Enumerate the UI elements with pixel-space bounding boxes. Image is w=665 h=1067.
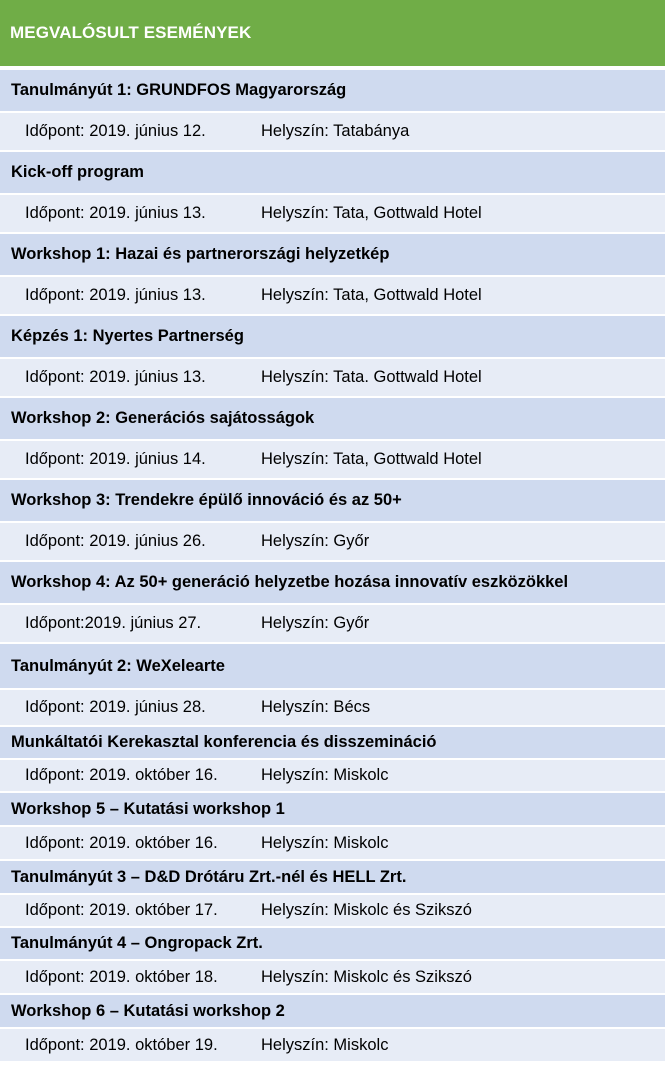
event-title: Tanulmányút 2: WeXelearte <box>11 656 225 675</box>
event-place: Helyszín: Miskolc <box>261 833 389 852</box>
event-title-row <box>0 644 665 688</box>
event-place: Helyszín: Miskolc és Szikszó <box>261 967 472 986</box>
event-detail-row <box>0 760 665 791</box>
event-date: Időpont:2019. június 27. <box>25 614 202 632</box>
event-place: Helyszín: Miskolc <box>261 766 389 784</box>
event-date: Időpont: 2019. október 19. <box>25 1035 218 1054</box>
event-place: Helyszín: Győr <box>261 532 370 550</box>
event-title-row <box>0 70 665 111</box>
event-title: Workshop 1: Hazai és partnerországi helyzetkép <box>11 245 390 263</box>
event-title-row <box>0 727 665 758</box>
event-title-row <box>0 861 665 893</box>
event-detail-row <box>0 827 665 859</box>
event-date: Időpont: 2019. június 14. <box>25 450 206 468</box>
event-title-row <box>0 398 665 439</box>
event-detail-row <box>0 961 665 993</box>
event-date: Időpont: 2019. október 16. <box>25 833 218 852</box>
event-title: Tanulmányút 3 – D&D Drótáru Zrt.-nél és HELL Zrt. <box>11 867 407 886</box>
event-detail-row <box>0 605 665 642</box>
event-detail-row <box>0 277 665 314</box>
event-title-row <box>0 793 665 825</box>
event-title: Workshop 3: Trendekre épülő innováció és az 50+ <box>11 491 402 509</box>
event-title: Képzés 1: Nyertes Partnerség <box>11 327 244 345</box>
event-detail-row <box>0 690 665 725</box>
section-title: MEGVALÓSULT ESEMÉNYEK <box>10 23 252 42</box>
event-place: Helyszín: Tata, Gottwald Hotel <box>261 286 482 304</box>
event-date: Időpont: 2019. június 12. <box>25 122 206 140</box>
event-date: Időpont: 2019. október 18. <box>25 967 218 986</box>
event-title: Workshop 4: Az 50+ generáció helyzetbe hozása innovatív eszközökkel <box>11 573 569 591</box>
event-title: Tanulmányút 1: GRUNDFOS Magyarország <box>11 81 347 99</box>
event-title-row <box>0 152 665 193</box>
event-detail-row <box>0 523 665 560</box>
event-place: Helyszín: Tatabánya <box>261 122 410 140</box>
event-detail-row <box>0 195 665 232</box>
event-title: Workshop 6 – Kutatási workshop 2 <box>11 1001 285 1020</box>
event-title-row <box>0 995 665 1027</box>
event-place: Helyszín: Tata. Gottwald Hotel <box>261 368 482 386</box>
event-title-row <box>0 928 665 959</box>
event-title: Workshop 2: Generációs sajátosságok <box>11 409 315 427</box>
event-title-row <box>0 316 665 357</box>
event-detail-row <box>0 113 665 150</box>
event-date: Időpont: 2019. június 26. <box>25 532 206 550</box>
event-place: Helyszín: Tata, Gottwald Hotel <box>261 450 482 468</box>
section-header <box>0 0 665 66</box>
event-title: Munkáltatói Kerekasztal konferencia és disszemináció <box>11 733 437 751</box>
event-title-row <box>0 234 665 275</box>
event-place: Helyszín: Győr <box>261 614 370 632</box>
event-place: Helyszín: Miskolc és Szikszó <box>261 901 472 919</box>
event-title-row <box>0 480 665 521</box>
event-title: Workshop 5 – Kutatási workshop 1 <box>11 799 285 818</box>
event-date: Időpont: 2019. október 17. <box>25 901 218 919</box>
event-date: Időpont: 2019. június 13. <box>25 204 206 222</box>
event-title: Tanulmányút 4 – Ongropack Zrt. <box>11 934 263 952</box>
event-place: Helyszín: Bécs <box>261 698 371 716</box>
event-detail-row <box>0 359 665 396</box>
event-place: Helyszín: Tata, Gottwald Hotel <box>261 204 482 222</box>
event-detail-row <box>0 1029 665 1061</box>
event-date: Időpont: 2019. június 28. <box>25 698 206 716</box>
event-date: Időpont: 2019. június 13. <box>25 286 206 304</box>
event-detail-row <box>0 441 665 478</box>
event-date: Időpont: 2019. október 16. <box>25 766 218 784</box>
event-date: Időpont: 2019. június 13. <box>25 368 206 386</box>
event-place: Helyszín: Miskolc <box>261 1035 389 1054</box>
event-title-row <box>0 562 665 603</box>
event-title: Kick-off program <box>11 163 144 181</box>
event-detail-row <box>0 895 665 926</box>
